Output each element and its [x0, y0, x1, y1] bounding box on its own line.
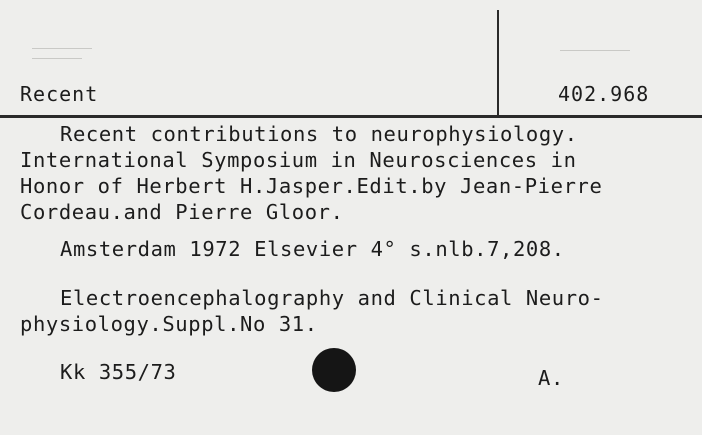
series-line-2: physiology.Suppl.No 31. [20, 312, 318, 336]
title-line-3: Honor of Herbert H.Jasper.Edit.by Jean-Pierre [20, 174, 603, 198]
bleed-through-mark [32, 48, 92, 49]
title-line-1: Recent contributions to neurophysiology. [60, 122, 578, 146]
imprint-line: Amsterdam 1972 Elsevier 4° s.nlb.7,208. [60, 237, 565, 261]
shelf-mark: Kk 355/73 [60, 360, 177, 384]
bleed-through-mark [32, 58, 82, 59]
title-line-2: International Symposium in Neurosciences in [20, 148, 577, 172]
title-line-4: Cordeau.and Pierre Gloor. [20, 200, 344, 224]
header-divider [497, 10, 499, 117]
header-rule [0, 115, 702, 118]
letter-mark: A. [538, 366, 564, 390]
bleed-through-mark [560, 50, 630, 51]
series-line-1: Electroencephalography and Clinical Neuro- [60, 286, 604, 310]
heading-label: Recent [20, 82, 99, 106]
call-number: 402.968 [558, 82, 650, 106]
punch-hole [312, 348, 356, 392]
